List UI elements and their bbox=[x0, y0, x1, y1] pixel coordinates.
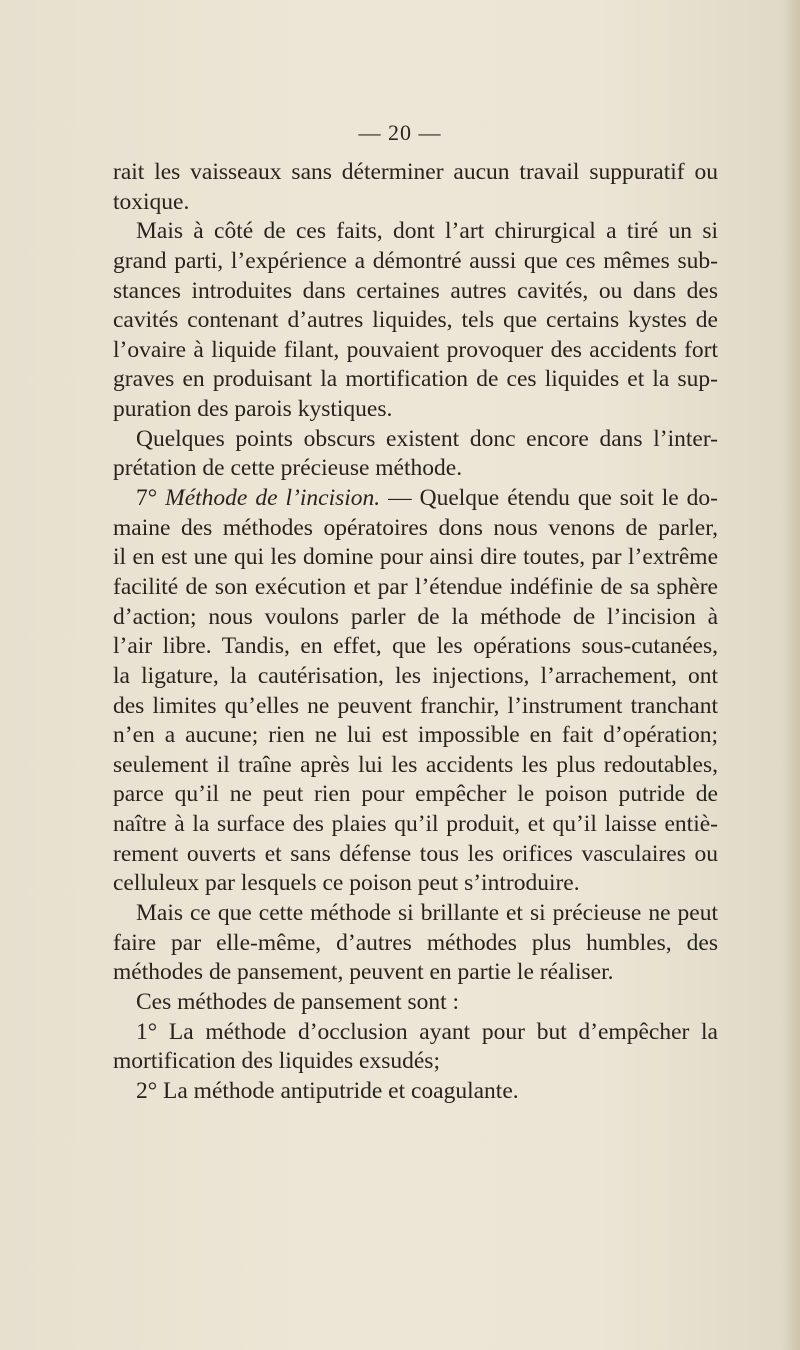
text-line: Ces méthodes de pansement sont : bbox=[136, 988, 460, 1015]
text-line: parce qu’il ne peut rien pour empêcher le poison putride de bbox=[113, 781, 718, 808]
text-line: graves en produisant la mortification de ces liquides et la sup- bbox=[113, 366, 718, 393]
text-line: mortification des liquides exsudés; bbox=[113, 1048, 440, 1075]
section-heading-italic: Méthode de l’incision. bbox=[165, 485, 381, 512]
text-line: il en est une qui les domine pour ainsi dire toutes, par l’extrême bbox=[113, 544, 718, 571]
text-line: prétation de cette précieuse méthode. bbox=[113, 455, 463, 482]
text-line: faire par elle-même, d’autres méthodes plus humbles, des bbox=[113, 929, 718, 956]
text-line: rement ouverts et sans défense tous les orifices vasculaires ou bbox=[113, 840, 718, 867]
text-line bbox=[113, 484, 718, 514]
text-line: l’ovaire à liquide filant, pouvaient provoquer des accidents fort bbox=[113, 336, 718, 363]
text-line: l’air libre. Tandis, en effet, que les opérations sous-cutanées, bbox=[113, 633, 718, 660]
body-text bbox=[113, 158, 718, 1107]
text-line: facilité de son exécution et par l’étendue indéfinie de sa sphère bbox=[113, 573, 718, 600]
text-line: rait les vaisseaux sans déterminer aucun travail suppuratif ou bbox=[113, 159, 718, 185]
text-line: celluleux par lesquels ce poison peut s’introduire. bbox=[113, 870, 580, 897]
text-line: Mais ce que cette méthode si brillante et si précieuse ne peut bbox=[136, 900, 718, 927]
text-line: 2° La méthode antiputride et coagulante. bbox=[136, 1077, 519, 1104]
text-line: la ligature, la cautérisation, les injections, l’arrachement, ont bbox=[113, 662, 718, 689]
text-line: méthodes de pansement, peuvent en partie le réaliser. bbox=[113, 959, 614, 986]
text-line: puration des parois kystiques. bbox=[113, 396, 393, 423]
text-line: naître à la surface des plaies qu’il produit, et qu’il laisse entiè- bbox=[113, 811, 718, 838]
text-line: d’action; nous voulons parler de la méthode de l’incision à bbox=[113, 603, 718, 630]
page-edge-shadow bbox=[782, 0, 800, 1350]
text-line-suffix: — Quelque étendu que soit le do- bbox=[380, 485, 718, 512]
text-line: maine des méthodes opératoires dons nous venons de parler, bbox=[113, 514, 718, 541]
text-line: grand parti, l’expérience a démontré aussi que ces mêmes sub- bbox=[113, 247, 718, 274]
text-line: seulement il traîne après lui les accidents les plus redoutables, bbox=[113, 751, 718, 778]
text-line: toxique. bbox=[113, 188, 190, 215]
text-line: stances introduites dans certaines autres cavités, ou dans des bbox=[113, 277, 718, 304]
text-line: n’en a aucune; rien ne lui est impossible en fait d’opération; bbox=[113, 722, 718, 749]
text-line-prefix: 7° bbox=[136, 485, 166, 512]
text-line: 1° La méthode d’occlusion ayant pour but d’empêcher la bbox=[136, 1018, 718, 1045]
text-line: des limites qu’elles ne peuvent franchir, l’instrument tranchant bbox=[113, 692, 718, 719]
page-number: — 20 — bbox=[358, 120, 442, 145]
text-line: Mais à côté de ces faits, dont l’art chirurgical a tiré un si bbox=[136, 218, 718, 245]
text-line: cavités contenant d’autres liquides, tels que certains kystes de bbox=[113, 307, 718, 334]
text-line: Quelques points obscurs existent donc encore dans l’inter- bbox=[136, 425, 718, 452]
